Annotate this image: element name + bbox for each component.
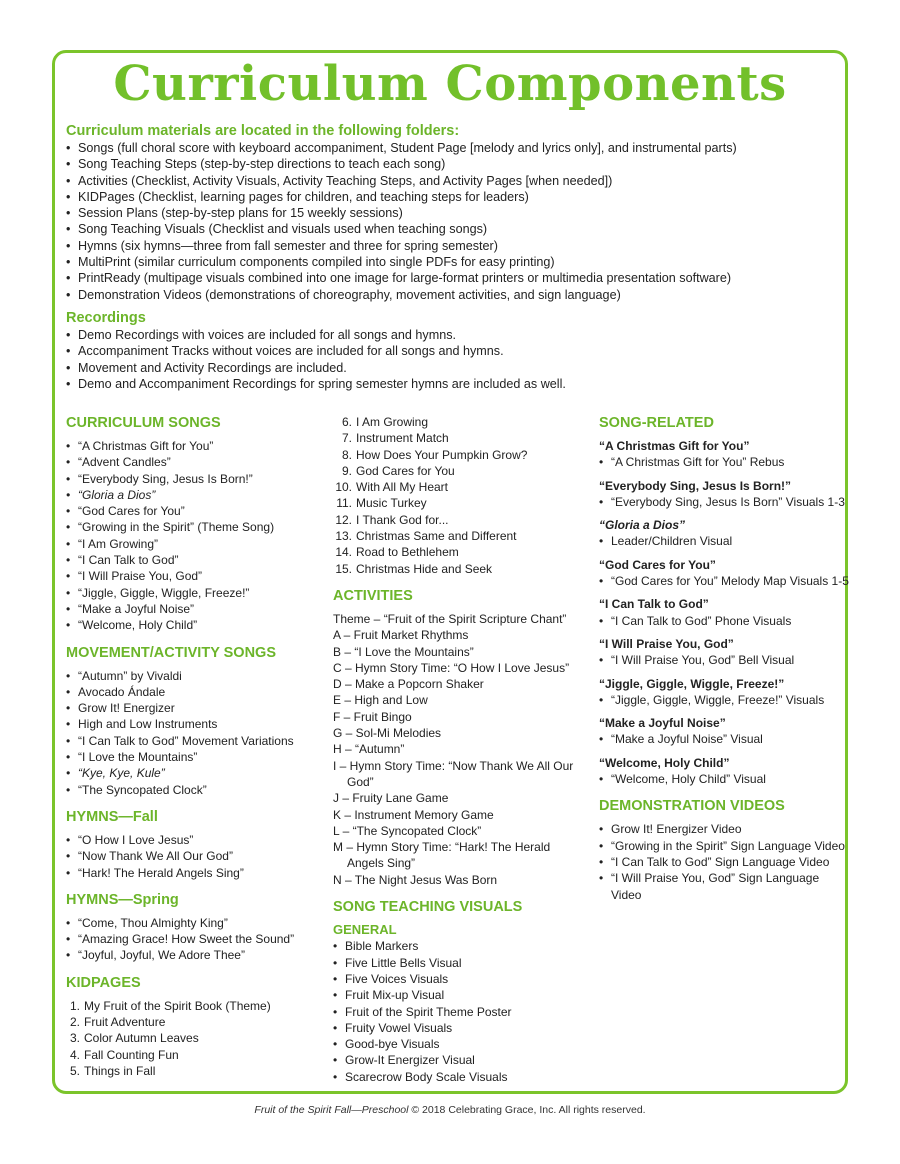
list-item <box>66 1030 328 1046</box>
folders-heading: Curriculum materials are located in the following folders: <box>66 123 460 139</box>
item-number: 4. <box>69 1047 80 1062</box>
list-item-continued: God” <box>347 774 374 789</box>
list-item: • Accompaniment Tracks without voices are included for all songs and hymns. <box>66 343 846 359</box>
list-item: • “Growing in the Spirit” Sign Language Video <box>599 838 849 854</box>
list-item: • Leader/Children Visual <box>599 533 849 549</box>
song-related-list <box>599 652 849 668</box>
list-item: J – Fruity Lane Game <box>333 791 449 806</box>
item-text: Color Autumn Leaves <box>84 1031 199 1046</box>
list-item: • “Hark! The Herald Angels Sing” <box>66 865 328 881</box>
item-text: Instrument Match <box>356 431 449 446</box>
list-item: • “Make a Joyful Noise” <box>66 601 328 617</box>
list-item: • “Growing in the Spirit” (Theme Song) <box>66 519 328 535</box>
list-item <box>333 463 595 479</box>
list-item: • “Welcome, Holy Child” <box>66 617 328 633</box>
song-related-list <box>599 573 849 589</box>
list-item: • “God Cares for You” Melody Map Visuals 1-5 <box>599 573 849 589</box>
list-item: • “I Can Talk to God” Phone Visuals <box>599 613 849 629</box>
song-related-list <box>599 533 849 549</box>
list-item <box>333 430 595 446</box>
list-item: • “Joyful, Joyful, We Adore Thee” <box>66 947 328 963</box>
item-number: 3. <box>69 1031 80 1046</box>
column-1 <box>66 414 328 1079</box>
list-item <box>66 998 328 1014</box>
item-number: 12. <box>335 512 352 527</box>
list-item: • Demonstration Videos (demonstrations of choreography, movement activities, and sign language) <box>66 287 846 303</box>
page-title: Curriculum Components <box>113 56 787 112</box>
hymns-spring-list <box>66 915 328 964</box>
song-related-title: “Everybody Sing, Jesus Is Born!” <box>599 478 792 493</box>
hymns-fall-list <box>66 832 328 881</box>
item-number: 11. <box>336 496 352 511</box>
song-related-heading: SONG-RELATED <box>599 415 714 431</box>
list-item <box>333 447 595 463</box>
list-item <box>333 528 595 544</box>
list-item: • “A Christmas Gift for You” Rebus <box>599 454 849 470</box>
list-item <box>333 512 595 528</box>
list-item: • “Everybody Sing, Jesus Is Born!” <box>66 471 328 487</box>
list-item: • “I Will Praise You, God” Sign Language Video <box>599 870 849 903</box>
song-related-list <box>599 454 849 470</box>
item-text: God Cares for You <box>356 463 455 478</box>
list-item: • High and Low Instruments <box>66 716 328 732</box>
list-item: • Session Plans (step-by-step plans for 15 weekly sessions) <box>66 205 846 221</box>
list-item: • Fruit of the Spirit Theme Poster <box>333 1004 595 1020</box>
list-item <box>333 495 595 511</box>
kidpages-heading: KIDPAGES <box>66 974 141 991</box>
list-item: • “Amazing Grace! How Sweet the Sound” <box>66 931 328 947</box>
item-text: Christmas Same and Different <box>356 529 517 544</box>
song-related-title: “I Can Talk to God” <box>599 597 709 612</box>
list-item: • “Advent Candles” <box>66 454 328 470</box>
list-item: • “Make a Joyful Noise” Visual <box>599 731 849 747</box>
list-item <box>333 561 595 577</box>
list-item: • Five Little Bells Visual <box>333 955 595 971</box>
song-related-title: “Make a Joyful Noise” <box>599 716 726 731</box>
list-item <box>333 544 595 560</box>
item-number: 13. <box>335 529 352 544</box>
general-visuals-list <box>333 938 595 1085</box>
list-item: • KIDPages (Checklist, learning pages for children, and teaching steps for leaders) <box>66 189 846 205</box>
list-item: • “Autumn” by Vivaldi <box>66 668 328 684</box>
activities-list <box>333 611 595 888</box>
list-item-continued: Angels Sing” <box>347 856 416 871</box>
item-number: 14. <box>335 545 352 560</box>
movement-songs-list <box>66 668 328 798</box>
item-text: Fall Counting Fun <box>84 1047 179 1062</box>
list-item: B – “I Love the Mountains” <box>333 644 474 659</box>
item-text: Things in Fall <box>84 1063 156 1078</box>
item-number: 2. <box>69 1015 80 1030</box>
item-number: 15. <box>335 561 352 576</box>
list-item <box>333 414 595 430</box>
list-item <box>333 479 595 495</box>
activities-heading: ACTIVITIES <box>333 587 413 604</box>
list-item: • Grow It! Energizer <box>66 700 328 716</box>
list-item: • Song Teaching Steps (step-by-step directions to teach each song) <box>66 156 846 172</box>
recordings-heading: Recordings <box>66 309 146 326</box>
list-item: • “I Will Praise You, God” <box>66 568 328 584</box>
list-item: • “Jiggle, Giggle, Wiggle, Freeze!” <box>66 585 328 601</box>
item-number: 10. <box>335 480 352 495</box>
list-item: • “Gloria a Dios” <box>66 487 328 503</box>
item-text: I Am Growing <box>356 415 429 429</box>
item-number: 8. <box>341 447 352 462</box>
item-text: Fruit Adventure <box>84 1015 166 1030</box>
top-section <box>66 123 846 392</box>
item-number: 6. <box>341 415 352 429</box>
hymns-spring-heading: HYMNS—Spring <box>66 891 179 908</box>
list-item: • PrintReady (multipage visuals combined into one image for large-format printers or multimedia presentation software) <box>66 270 846 286</box>
list-item: • “I Will Praise You, God” Bell Visual <box>599 652 849 668</box>
list-item: • “Welcome, Holy Child” Visual <box>599 771 849 787</box>
list-item: • Scarecrow Body Scale Visuals <box>333 1069 595 1085</box>
demo-videos-list <box>599 821 849 902</box>
list-item: • Activities (Checklist, Activity Visuals, Activity Teaching Steps, and Activity Pages [when needed]) <box>66 173 846 189</box>
demo-videos-heading: DEMONSTRATION VIDEOS <box>599 798 785 815</box>
list-item: • Grow-It Energizer Visual <box>333 1052 595 1068</box>
list-item: L – “The Syncopated Clock” <box>333 823 482 838</box>
item-text: Road to Bethlehem <box>356 545 459 560</box>
item-number: 5. <box>69 1063 80 1078</box>
list-item: • “I Love the Mountains” <box>66 749 328 765</box>
item-text: Christmas Hide and Seek <box>356 561 493 576</box>
list-item: • Fruity Vowel Visuals <box>333 1020 595 1036</box>
song-related-list <box>599 494 849 510</box>
item-number: 9. <box>341 463 352 478</box>
song-related-title: “A Christmas Gift for You” <box>599 439 750 453</box>
list-item: • Fruit Mix-up Visual <box>333 987 595 1003</box>
folders-list <box>66 140 846 303</box>
list-item: • “A Christmas Gift for You” <box>66 438 328 454</box>
list-item: F – Fruit Bingo <box>333 709 412 724</box>
list-item: • Hymns (six hymns—three from fall semester and three for spring semester) <box>66 238 846 254</box>
list-item: • “Kye, Kye, Kule” <box>66 765 328 781</box>
list-item: • “I Am Growing” <box>66 536 328 552</box>
list-item <box>66 1014 328 1030</box>
curriculum-songs-list <box>66 438 328 634</box>
item-text: Music Turkey <box>356 496 427 511</box>
song-related-list <box>599 613 849 629</box>
general-subheading: GENERAL <box>333 922 397 938</box>
item-text: My Fruit of the Spirit Book (Theme) <box>84 998 271 1013</box>
curriculum-songs-heading: CURRICULUM SONGS <box>66 415 221 431</box>
movement-songs-heading: MOVEMENT/ACTIVITY SONGS <box>66 644 277 661</box>
list-item: • “Everybody Sing, Jesus Is Born” Visuals 1-3 <box>599 494 849 510</box>
list-item: • Movement and Activity Recordings are included. <box>66 360 846 376</box>
song-related-title: “Jiggle, Giggle, Wiggle, Freeze!” <box>599 676 785 691</box>
list-item: • “The Syncopated Clock” <box>66 782 328 798</box>
list-item: • “I Can Talk to God” <box>66 552 328 568</box>
item-text: With All My Heart <box>356 480 449 495</box>
song-related-title: “Gloria a Dios” <box>599 518 686 533</box>
list-item: I – Hymn Story Time: “Now Thank We All Our <box>333 758 574 773</box>
list-item: • “Jiggle, Giggle, Wiggle, Freeze!” Visuals <box>599 692 849 708</box>
recordings-list <box>66 327 846 392</box>
song-teaching-visuals-heading: SONG TEACHING VISUALS <box>333 899 523 916</box>
list-item: • “Come, Thou Almighty King” <box>66 915 328 931</box>
list-item: C – Hymn Story Time: “O How I Love Jesus” <box>333 660 570 675</box>
list-item: • Demo Recordings with voices are included for all songs and hymns. <box>66 327 846 343</box>
list-item: A – Fruit Market Rhythms <box>333 628 469 643</box>
list-item: • MultiPrint (similar curriculum components compiled into single PDFs for easy printing) <box>66 254 846 270</box>
kidpages-list-continued <box>333 414 595 577</box>
list-item: • Demo and Accompaniment Recordings for spring semester hymns are included as well. <box>66 376 846 392</box>
list-item: N – The Night Jesus Was Born <box>333 872 498 887</box>
list-item: • Good-bye Visuals <box>333 1036 595 1052</box>
list-item <box>66 1047 328 1063</box>
list-item: • “I Can Talk to God” Sign Language Video <box>599 854 849 870</box>
list-item: D – Make a Popcorn Shaker <box>333 677 484 692</box>
song-related-title: “Welcome, Holy Child” <box>599 755 730 770</box>
song-related-title: “God Cares for You” <box>599 557 716 572</box>
list-item: M – Hymn Story Time: “Hark! The Herald <box>333 840 551 855</box>
item-number: 1. <box>69 998 80 1013</box>
list-item: H – “Autumn” <box>333 742 405 757</box>
song-related-title: “I Will Praise You, God” <box>599 636 734 651</box>
list-item: • Song Teaching Visuals (Checklist and visuals used when teaching songs) <box>66 221 846 237</box>
list-item: • Songs (full choral score with keyboard accompaniment, Student Page [melody and lyrics only], and instrumental parts) <box>66 140 846 156</box>
item-text: I Thank God for... <box>356 512 449 527</box>
list-item: • “God Cares for You” <box>66 503 328 519</box>
list-item: • Five Voices Visuals <box>333 971 595 987</box>
footer-copyright: © 2018 Celebrating Grace, Inc. All rights reserved. <box>408 1104 646 1116</box>
list-item <box>66 1063 328 1079</box>
list-item: E – High and Low <box>333 693 428 708</box>
list-item: • “Now Thank We All Our God” <box>66 848 328 864</box>
list-item: • “I Can Talk to God” Movement Variations <box>66 733 328 749</box>
column-3 <box>599 414 849 903</box>
list-item: G – Sol-Mi Melodies <box>333 726 442 741</box>
song-related-list <box>599 692 849 708</box>
item-number: 7. <box>341 431 352 446</box>
column-2 <box>333 414 595 1085</box>
kidpages-list <box>66 998 328 1079</box>
song-related-list <box>599 731 849 747</box>
list-item: • Bible Markers <box>333 938 595 954</box>
list-item: • “O How I Love Jesus” <box>66 832 328 848</box>
list-item: • Grow It! Energizer Video <box>599 821 849 837</box>
hymns-fall-heading: HYMNS—Fall <box>66 808 158 825</box>
list-item: Theme – “Fruit of the Spirit Scripture Chant” <box>333 611 567 626</box>
song-related-list <box>599 771 849 787</box>
list-item: • Avocado Ándale <box>66 684 328 700</box>
footer <box>0 1104 900 1116</box>
list-item: K – Instrument Memory Game <box>333 807 494 822</box>
item-text: How Does Your Pumpkin Grow? <box>356 447 528 462</box>
footer-title: Fruit of the Spirit Fall—Preschool <box>254 1104 409 1116</box>
